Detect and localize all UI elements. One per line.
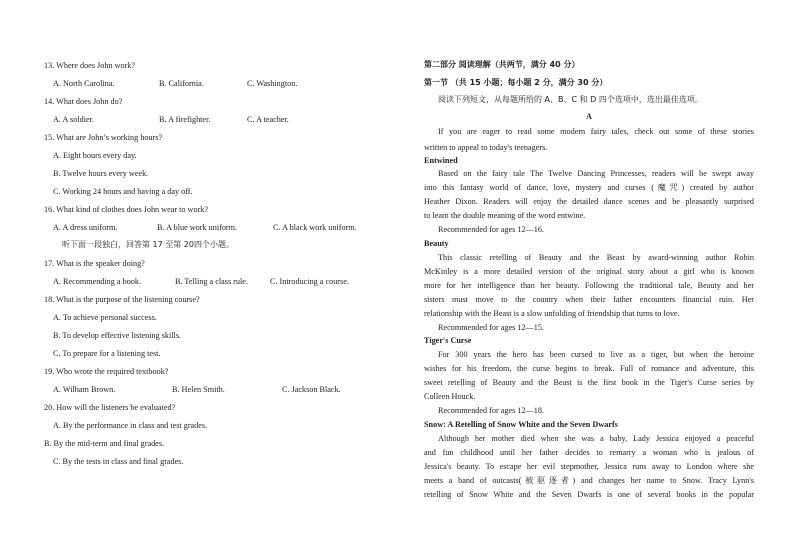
q13-option-c: C. Washington. bbox=[247, 79, 298, 88]
q20-option-c: C. By the tests in class and final grades. bbox=[53, 457, 184, 466]
q15-option-c: C. Working 24 hours and having a day off. bbox=[53, 187, 193, 196]
monologue-instruction: 听下面一段独白，回答第 17 至第 20四个小题。 bbox=[62, 240, 234, 249]
q15-option-a: A. Eight hours every day. bbox=[53, 151, 137, 160]
snow-line-2: and fun childhood until her father decides to remarry a woman who is jealous of bbox=[424, 448, 754, 457]
q13-option-a: A. North Carolina. bbox=[53, 79, 115, 88]
tiger-line-2: wishes for his freedom, the curse begins to break. Full of romance and adventure, this bbox=[424, 364, 754, 373]
part-title: 第二部分 阅读理解（共两节，满分 40 分） bbox=[424, 60, 580, 69]
passage-label: A bbox=[586, 112, 592, 121]
beauty-line-4: sisters must move to the country when their father encounters financial ruin. Her bbox=[424, 295, 754, 304]
tiger-recommend: Recommended for ages 12—18. bbox=[438, 406, 544, 415]
q19-option-a: A. Wilham Brown. bbox=[53, 385, 116, 394]
q16-option-a: A. A dress uniform. bbox=[53, 223, 118, 232]
entwined-line-2: into this fantasy world of dance, love, mystery and curses (魔咒) created by author bbox=[424, 183, 754, 192]
entwined-recommend: Recommended for ages 12—16. bbox=[438, 225, 544, 234]
q17-option-a: A. Recommending a book. bbox=[53, 277, 141, 286]
question-16: 16. What kind of clothes does John wear to work? bbox=[44, 205, 209, 214]
question-19: 19. Who wrote the required textbook? bbox=[44, 367, 169, 376]
q16-option-b: B. A blue work uniform. bbox=[157, 223, 238, 232]
tiger-line-1: For 300 years the hero has been cursed to live as a tiger, but when the heroine bbox=[438, 350, 754, 359]
intro-line-2: written to appeal to today's teenagers. bbox=[424, 143, 548, 152]
q19-option-b: B. Helen Smith. bbox=[172, 385, 225, 394]
q20-option-a: A. By the performance in class and test grades. bbox=[53, 421, 208, 430]
question-20: 20. How will the listeners be evaluated? bbox=[44, 403, 176, 412]
q19-option-c: C. Jackson Black. bbox=[282, 385, 341, 394]
question-18: 18. What is the purpose of the listening course? bbox=[44, 295, 200, 304]
q14-option-c: C. A teacher. bbox=[247, 115, 289, 124]
q18-option-b: B. To develop effective listening skills. bbox=[53, 331, 182, 340]
heading-snow: Snow: A Retelling of Snow White and the Seven Dwarfs bbox=[424, 420, 618, 429]
question-13: 13. Where does John work? bbox=[44, 61, 136, 70]
q15-option-b: B. Twelve hours every week. bbox=[53, 169, 149, 178]
snow-line-1: Although her mother died when she was a baby, Lady Jessica enjoyed a peaceful bbox=[438, 434, 754, 443]
q14-option-a: A. A soldier. bbox=[53, 115, 94, 124]
beauty-line-1: This classic retelling of Beauty and the Beast by award-winning author Robin bbox=[438, 253, 754, 262]
beauty-recommend: Recommended for ages 12—15. bbox=[438, 323, 544, 332]
question-14: 14. What does John do? bbox=[44, 97, 123, 106]
beauty-line-2: McKinley is a more detailed version of the original story about a girl who is known bbox=[424, 267, 754, 276]
heading-entwined: Entwined bbox=[424, 156, 458, 165]
snow-line-5: retelling of Snow White and the Seven Dwarfs is one of several books in the popular bbox=[424, 490, 754, 499]
snow-line-3: Jessica's beauty. To escape her evil stepmother, Jessica runs away to London where she bbox=[424, 462, 754, 471]
q18-option-c: C. To prepare for a listening test. bbox=[53, 349, 161, 358]
tiger-line-4: Colleen Houck. bbox=[424, 392, 476, 401]
q17-option-b: B. Telling a class rule. bbox=[175, 277, 248, 286]
tiger-line-3: sweet retelling of Beauty and the Beast is the first book in the Tiger's Curse series by bbox=[424, 378, 754, 387]
entwined-line-3: Heather Dixon. Readers will enjoy the detailed dance scenes and be pleasantly surprised bbox=[424, 197, 754, 206]
q17-option-c: C. Introducing a course. bbox=[270, 277, 349, 286]
q14-option-b: B. A firefighter. bbox=[159, 115, 211, 124]
entwined-line-4: to learn the double meaning of the word entwine. bbox=[424, 211, 586, 220]
q20-option-b: B. By the mid-term and final grades. bbox=[44, 439, 165, 448]
entwined-line-1: Based on the fairy tale The Twelve Dancing Princesses, readers will be swept away bbox=[438, 169, 754, 178]
beauty-line-5: relationship with the Beast is a slow unfolding of friendship that turns to love. bbox=[424, 309, 680, 318]
beauty-line-3: more for her intelligence than her beauty. Following the traditional tale, Beauty and her bbox=[424, 281, 754, 290]
question-17: 17. What is the speaker doing? bbox=[44, 259, 145, 268]
question-15: 15. What are John’s working hours? bbox=[44, 133, 163, 142]
q16-option-c: C. A black work uniform. bbox=[273, 223, 357, 232]
reading-instruction: 阅读下列短文，从每题所给的 A、B、C 和 D 四个选项中，选出最佳选项。 bbox=[438, 95, 703, 104]
heading-beauty: Beauty bbox=[424, 239, 449, 248]
q18-option-a: A. To achieve personal success. bbox=[53, 313, 157, 322]
intro-line-1: If you are eager to read some modern fairy tales, check out some of these stories bbox=[438, 127, 754, 136]
snow-line-4: meets a band of outcasts(被驱逐者) and changes her name to Snow. Tracy Lynn's bbox=[424, 476, 754, 485]
heading-tigers-curse: Tiger's Curse bbox=[424, 336, 472, 345]
section-title: 第一节 （共 15 小题；每小题 2 分，满分 30 分） bbox=[424, 78, 608, 87]
q13-option-b: B. California. bbox=[159, 79, 204, 88]
